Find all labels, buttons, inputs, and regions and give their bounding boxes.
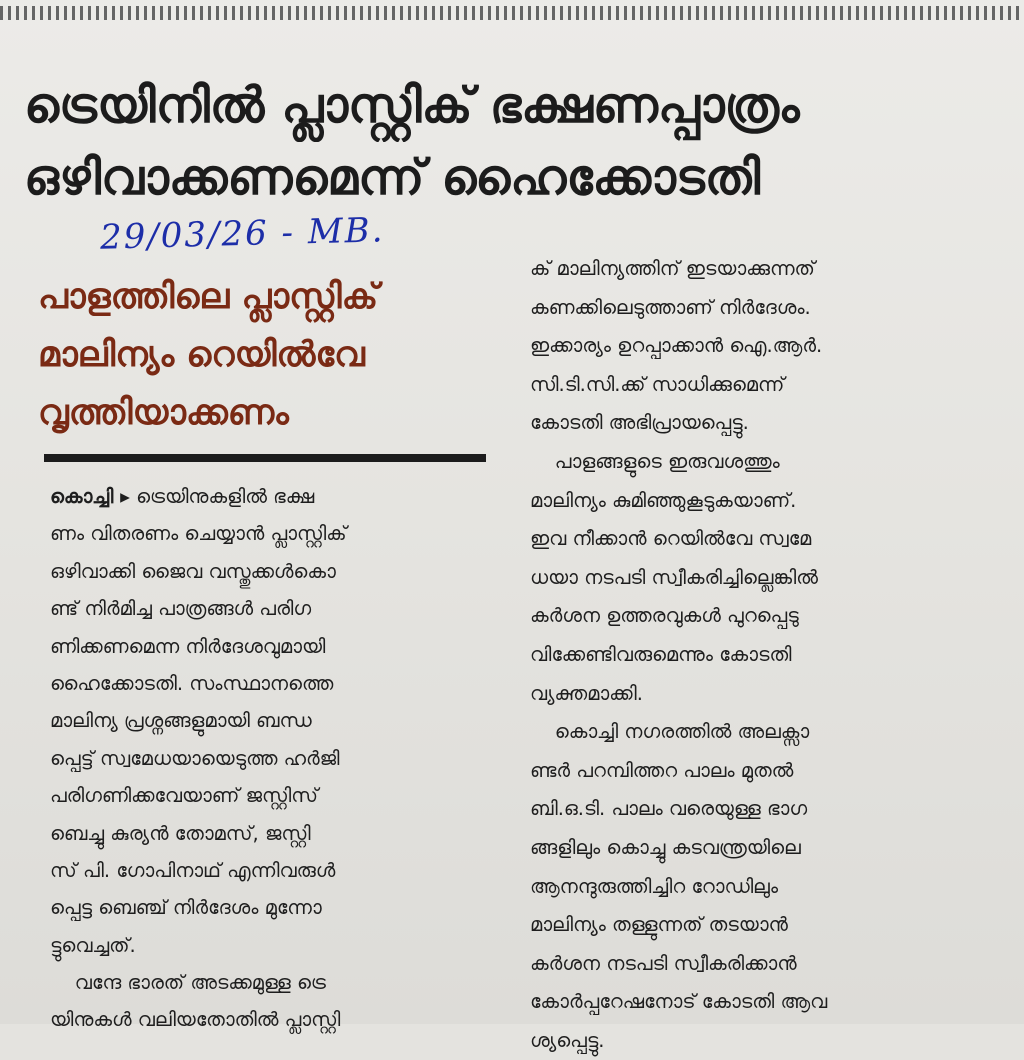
- text-line-content: ട്രെയിനുകളിൽ ഭക്ഷ: [136, 485, 315, 508]
- text-line: ശ്യപ്പെട്ടു.: [530, 1028, 605, 1052]
- text-line: കണക്കിലെടുത്താണ് നിർദേശം.: [530, 295, 811, 319]
- right-column: [530, 250, 980, 1060]
- subheadline: [38, 268, 488, 442]
- text-line: മാലിന്യം കുമിഞ്ഞുകൂടുകയാണ്.: [530, 488, 797, 512]
- text-line: ണ്ട് നിർമിച്ച പാത്രങ്ങൾ പരിഗ: [50, 597, 312, 621]
- divider-rule: [44, 454, 486, 462]
- text-line: ഇക്കാര്യം ഉറപ്പാക്കാൻ ഐ.ആർ.: [530, 334, 823, 358]
- text-line: ഇവ നീക്കാൻ റെയിൽവേ സ്വമേ: [530, 527, 812, 551]
- text-line: വിക്കേണ്ടിവരുമെന്നും കോടതി: [530, 642, 792, 666]
- headline: [24, 70, 984, 214]
- text-line: കർശന ഉത്തരവുകൾ പുറപ്പെടു: [530, 604, 799, 628]
- text-line: മാലിന്യം തള്ളുന്നത് തടയാൻ: [530, 913, 788, 937]
- text-line: ആനന്ദുരുത്തിച്ചിറ റോഡിലും: [530, 874, 779, 898]
- text-line: കോർപ്പറേഷനോട് കോടതി ആവ: [530, 990, 828, 1014]
- text-line: ക് മാലിന്യത്തിന് ഇടയാക്കുന്നത്: [530, 257, 815, 280]
- handwritten-date-note: 29/03/26 - MB.: [99, 210, 385, 258]
- subheadline-line: പാളത്തിലെ പ്ലാസ്റ്റിക്: [38, 277, 379, 317]
- text-line: മാലിന്യ പ്രശ്നങ്ങളുമായി ബന്ധ: [50, 709, 312, 733]
- dotted-border: [0, 6, 1024, 20]
- text-line: കൊച്ചി നഗരത്തിൽ അലക്സാ: [530, 720, 810, 744]
- headline-line: ട്രെയിനിൽ പ്ലാസ്റ്റിക് ഭക്ഷണപ്പാത്രം: [24, 77, 800, 134]
- text-line: ണം വിതരണം ചെയ്യാൻ പ്ലാസ്റ്റിക്: [50, 522, 347, 546]
- text-line: ണിക്കണമെന്ന നിർദേശവുമായി: [50, 634, 326, 658]
- text-line: ട്ടുവെച്ചത്.: [50, 933, 136, 957]
- text-line: യിനുകൾ വലിയതോതിൽ പ്ലാസ്റ്റി: [50, 1008, 341, 1032]
- text-line: ഹൈക്കോടതി. സംസ്ഥാനത്തെ: [50, 671, 334, 695]
- text-line: കോടതി അഭിപ്രായപ്പെട്ടു.: [530, 411, 749, 435]
- text-line: ഒഴിവാക്കി ജൈവ വസ്തുക്കൾകൊ: [50, 559, 336, 583]
- left-column: [50, 478, 510, 1039]
- text-line: ധയാ നടപടി സ്വീകരിച്ചില്ലെങ്കിൽ: [530, 565, 819, 589]
- subheadline-line: വൃത്തിയാക്കണം: [38, 393, 289, 433]
- text-line: പാളങ്ങളുടെ ഇരുവശത്തും: [530, 449, 780, 473]
- text-line: പ്പെട്ട ബെഞ്ച് നിർദേശം മുന്നോ: [50, 896, 322, 920]
- text-line: വ്യക്തമാക്കി.: [530, 681, 643, 705]
- text-line: സ് പി. ഗോപിനാഥ് എന്നിവരുൾ: [50, 858, 336, 882]
- text-line: വന്ദേ ഭാരത് അടക്കമുള്ള ട്രെ: [50, 971, 326, 995]
- text-line: പരിഗണിക്കവേയാണ് ജസ്റ്റിസ്: [50, 784, 318, 808]
- subheadline-line: മാലിന്യം റെയിൽവേ: [38, 335, 365, 375]
- text-line: ണ്ടർ പറമ്പിത്തറ പാലം മുതൽ: [530, 758, 794, 782]
- text-line: ങ്ങളിലും കൊച്ചു കടവന്ത്രയിലെ: [530, 835, 801, 859]
- text-line: ബി.ഒ.ടി. പാലം വരെയുള്ള ഭാഗ: [530, 797, 808, 821]
- text-line: കർശന നടപടി സ്വീകരിക്കാൻ: [530, 951, 797, 975]
- text-line: [50, 478, 510, 515]
- text-line: പ്പെട്ട് സ്വമേധയായെടുത്ത ഹർജി: [50, 746, 340, 770]
- text-line: ബെച്ചു കുര്യൻ തോമസ്, ജസ്റ്റി: [50, 821, 311, 845]
- text-line: സി.ടി.സി.ക്ക് സാധിക്കുമെന്ന്: [530, 372, 785, 396]
- dateline: കൊച്ചി ▸: [50, 485, 130, 508]
- headline-line: ഒഴിവാക്കണമെന്ന് ഹൈക്കോടതി: [24, 149, 761, 206]
